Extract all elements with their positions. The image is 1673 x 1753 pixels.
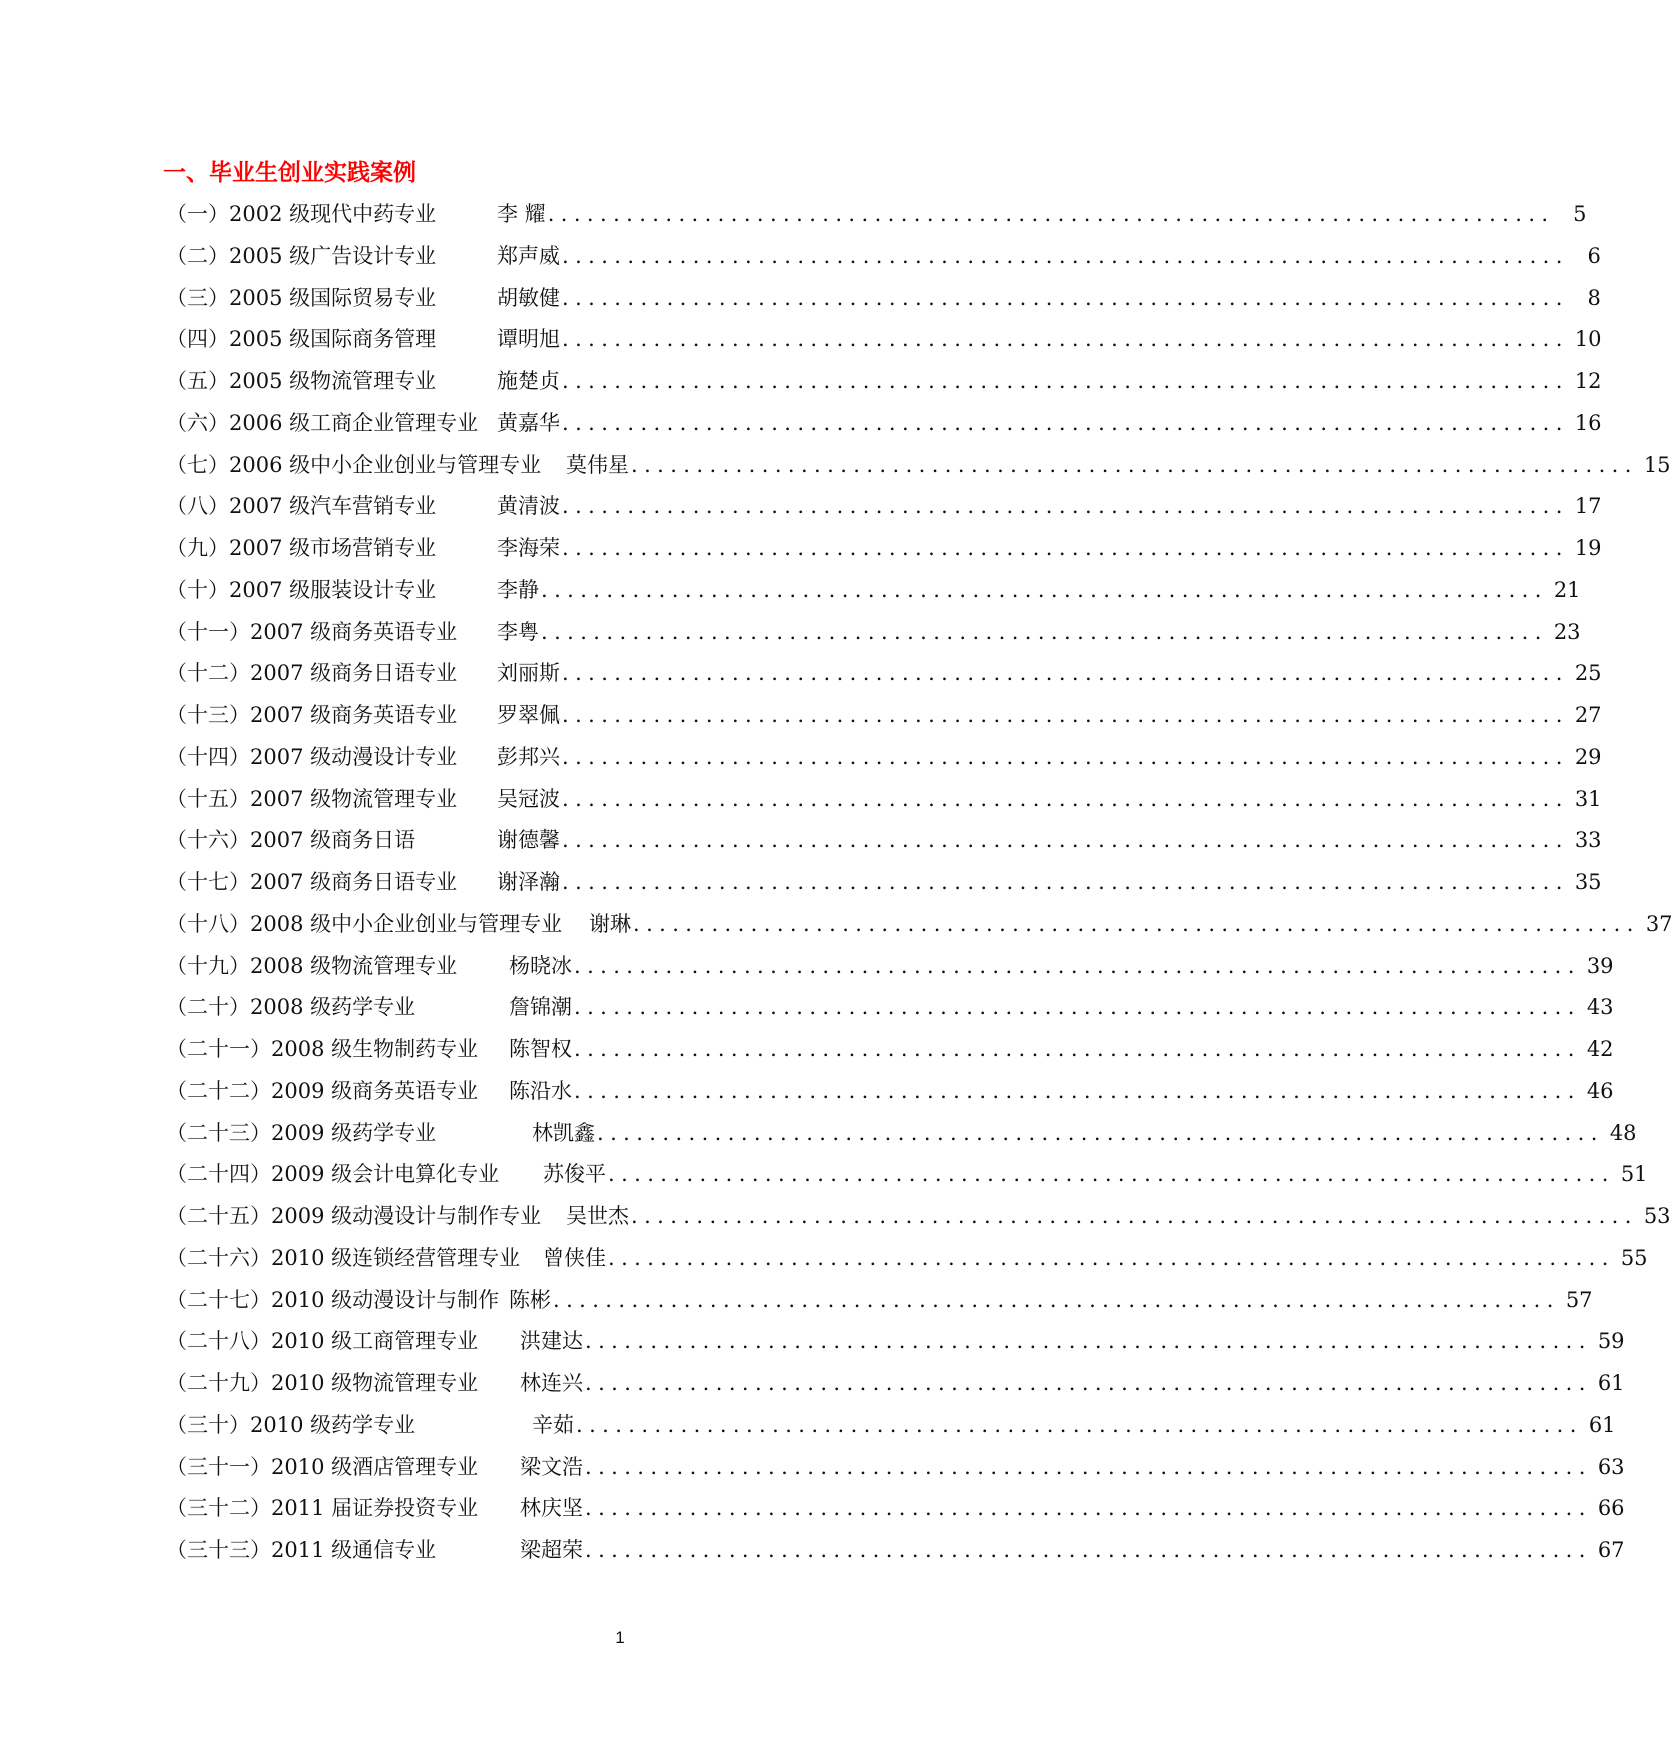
dot-leader: .............................................................................	[633, 911, 1640, 936]
entry-page-number: 55	[1620, 1245, 1648, 1270]
dot-leader: .............................................................................	[608, 1162, 1615, 1187]
entry-person-name: 谭明旭	[497, 327, 560, 352]
toc-entry[interactable]	[166, 448, 1671, 490]
entry-page-number: 25	[1574, 661, 1602, 686]
entry-person-name: 李 耀	[497, 202, 546, 226]
toc-entry[interactable]	[166, 949, 1614, 991]
dot-leader: .............................................................................	[585, 1496, 1592, 1521]
dot-leader: .............................................................................	[562, 661, 1569, 686]
entry-person-name: 辛茹	[532, 1412, 574, 1437]
entry-page-number: 15	[1643, 452, 1671, 477]
dot-leader: .............................................................................	[585, 1538, 1592, 1562]
entry-page-number: 46	[1586, 1078, 1614, 1103]
toc-entry[interactable]	[166, 239, 1601, 281]
entry-index: （三十）	[166, 1412, 250, 1437]
entry-page-number: 37	[1645, 911, 1673, 936]
toc-entry[interactable]	[166, 1408, 1616, 1450]
dot-leader: .............................................................................	[541, 577, 1548, 602]
toc-entry[interactable]	[166, 1491, 1625, 1533]
entry-major: 2006 级工商企业管理专业	[229, 410, 479, 435]
entry-person-name: 陈彬	[509, 1287, 551, 1312]
toc-entry[interactable]	[166, 782, 1602, 824]
dot-leader: .............................................................................	[585, 1329, 1592, 1354]
entry-page-number: 5	[1573, 202, 1587, 226]
page-number: 1	[615, 1628, 625, 1647]
entry-person-name: 吴世杰	[566, 1204, 629, 1228]
entry-page-number: 8	[1587, 285, 1601, 310]
entry-page-number: 63	[1597, 1454, 1625, 1479]
entry-major: 2007 级物流管理专业	[250, 786, 458, 811]
entry-person-name: 陈沿水	[509, 1078, 572, 1103]
dot-leader: .............................................................................	[562, 285, 1569, 310]
entry-person-name: 谢泽瀚	[497, 870, 560, 894]
entry-page-number: 12	[1574, 369, 1602, 393]
entry-person-name: 陈智权	[509, 1037, 572, 1061]
entry-person-name: 苏俊平	[543, 1162, 606, 1187]
dot-leader: .............................................................................	[562, 536, 1569, 560]
toc-entry[interactable]	[166, 740, 1602, 782]
entry-major: 2010 级药学专业	[250, 1412, 416, 1437]
entry-major: 2008 级生物制药专业	[271, 1037, 479, 1061]
entry-person-name: 洪建达	[520, 1329, 583, 1354]
toc-entry[interactable]	[166, 1324, 1625, 1366]
dot-leader: .............................................................................	[574, 953, 1581, 978]
entry-person-name: 吴冠波	[497, 786, 560, 811]
toc-entry[interactable]	[166, 656, 1602, 698]
entry-page-number: 39	[1586, 953, 1614, 978]
entry-page-number: 19	[1574, 536, 1602, 560]
entry-major: 2011 届证券投资专业	[271, 1496, 479, 1521]
entry-person-name: 林庆坚	[520, 1496, 583, 1521]
entry-major: 2009 级动漫设计与制作专业	[271, 1204, 542, 1228]
entry-page-number: 27	[1574, 703, 1602, 727]
entry-person-name: 林凯鑫	[532, 1120, 595, 1145]
dot-leader: .............................................................................	[574, 995, 1581, 1020]
entry-person-name: 李静	[497, 577, 539, 602]
entry-index: （二十三）	[166, 1120, 271, 1145]
entry-page-number: 23	[1553, 619, 1581, 644]
entry-index: （五）	[166, 369, 229, 393]
entry-major: 2007 级动漫设计专业	[250, 744, 458, 769]
entry-major: 2005 级物流管理专业	[229, 369, 437, 393]
toc-entry[interactable]	[166, 1283, 1593, 1325]
entry-index: （十七）	[166, 870, 250, 894]
entry-page-number: 35	[1574, 870, 1602, 894]
entry-major: 2009 级商务英语专业	[271, 1078, 479, 1103]
entry-index: （二十六）	[166, 1245, 271, 1270]
entry-index: （一）	[166, 202, 229, 226]
dot-leader: .............................................................................	[562, 744, 1569, 769]
entry-person-name: 谢琳	[589, 911, 631, 936]
entry-page-number: 53	[1643, 1204, 1671, 1228]
entry-person-name: 杨晓冰	[509, 953, 572, 978]
entry-index: （十四）	[166, 744, 250, 769]
entry-index: （二）	[166, 243, 229, 268]
toc-entry[interactable]	[166, 197, 1587, 239]
toc-entry[interactable]	[166, 1032, 1614, 1074]
dot-leader: .............................................................................	[562, 243, 1569, 268]
entry-person-name: 梁文浩	[520, 1454, 583, 1479]
entry-page-number: 42	[1586, 1037, 1614, 1061]
entry-person-name: 施楚贞	[497, 369, 560, 393]
toc-entry[interactable]	[166, 1199, 1671, 1241]
entry-page-number: 10	[1574, 327, 1602, 352]
dot-leader: .............................................................................	[631, 452, 1638, 477]
entry-major: 2008 级药学专业	[250, 995, 416, 1020]
entry-person-name: 黄清波	[497, 494, 560, 519]
entry-major: 2007 级汽车营销专业	[229, 494, 437, 519]
entry-person-name: 罗翠佩	[497, 703, 560, 727]
entry-person-name: 刘丽斯	[497, 661, 560, 686]
entry-person-name: 莫伟星	[566, 452, 629, 477]
entry-major: 2005 级国际贸易专业	[229, 285, 437, 310]
entry-index: （十）	[166, 577, 229, 602]
entry-index: （八）	[166, 494, 229, 519]
entry-page-number: 61	[1597, 1371, 1625, 1395]
toc-entry[interactable]	[166, 489, 1602, 531]
entry-major: 2007 级商务日语专业	[250, 661, 458, 686]
entry-index: （四）	[166, 327, 229, 352]
entry-major: 2010 级酒店管理专业	[271, 1454, 479, 1479]
entry-major: 2007 级商务英语专业	[250, 703, 458, 727]
dot-leader: .............................................................................	[562, 703, 1569, 727]
entry-person-name: 曾侠佳	[543, 1245, 606, 1270]
entry-major: 2010 级物流管理专业	[271, 1371, 479, 1395]
entry-page-number: 21	[1553, 577, 1581, 602]
entry-major: 2011 级通信专业	[271, 1538, 437, 1562]
entry-major: 2007 级商务英语专业	[250, 619, 458, 644]
toc-entry[interactable]	[166, 1366, 1625, 1408]
entry-index: （二十八）	[166, 1329, 271, 1354]
toc-entry[interactable]	[166, 698, 1602, 740]
dot-leader: .............................................................................	[576, 1412, 1583, 1437]
dot-leader: .............................................................................	[562, 828, 1569, 853]
toc-entry[interactable]	[166, 1074, 1614, 1116]
entry-index: （三十一）	[166, 1454, 271, 1479]
dot-leader: .............................................................................	[562, 786, 1569, 811]
entry-major: 2009 级会计电算化专业	[271, 1162, 500, 1187]
entry-index: （十二）	[166, 661, 250, 686]
dot-leader: .............................................................................	[562, 870, 1569, 894]
entry-major: 2007 级商务日语	[250, 828, 416, 853]
table-of-contents	[166, 197, 1673, 1575]
entry-index: （二十四）	[166, 1162, 271, 1187]
entry-major: 2008 级中小企业创业与管理专业	[250, 911, 563, 936]
entry-major: 2010 级工商管理专业	[271, 1329, 479, 1354]
entry-person-name: 梁超荣	[520, 1538, 583, 1562]
entry-person-name: 詹锦潮	[509, 995, 572, 1020]
entry-index: （二十一）	[166, 1037, 271, 1061]
entry-page-number: 16	[1574, 410, 1602, 435]
dot-leader: .............................................................................	[562, 369, 1569, 393]
entry-major: 2002 级现代中药专业	[229, 202, 437, 226]
entry-major: 2009 级药学专业	[271, 1120, 437, 1145]
entry-page-number: 66	[1597, 1496, 1625, 1521]
toc-entry[interactable]	[166, 907, 1673, 949]
dot-leader: .............................................................................	[562, 410, 1569, 435]
toc-entry[interactable]	[166, 1450, 1625, 1492]
entry-page-number: 59	[1597, 1329, 1625, 1354]
toc-entry[interactable]	[166, 281, 1601, 323]
entry-page-number: 48	[1609, 1120, 1637, 1145]
entry-index: （九）	[166, 536, 229, 560]
entry-index: （三十二）	[166, 1496, 271, 1521]
entry-person-name: 林连兴	[520, 1371, 583, 1395]
dot-leader: .............................................................................	[631, 1204, 1638, 1228]
entry-person-name: 黄嘉华	[497, 410, 560, 435]
entry-index: （七）	[166, 452, 229, 477]
entry-major: 2007 级市场营销专业	[229, 536, 437, 560]
entry-person-name: 郑声威	[497, 243, 560, 268]
entry-index: （二十二）	[166, 1078, 271, 1103]
entry-major: 2005 级广告设计专业	[229, 243, 437, 268]
toc-entry[interactable]	[166, 531, 1602, 573]
entry-index: （二十五）	[166, 1204, 271, 1228]
entry-index: （十八）	[166, 911, 250, 936]
entry-major: 2008 级物流管理专业	[250, 953, 458, 978]
entry-index: （二十九）	[166, 1371, 271, 1395]
entry-person-name: 彭邦兴	[497, 744, 560, 769]
toc-entry[interactable]	[166, 823, 1602, 865]
entry-index: （三）	[166, 285, 229, 310]
toc-entry[interactable]	[166, 406, 1602, 448]
dot-leader: .............................................................................	[574, 1037, 1581, 1061]
entry-person-name: 李粤	[497, 619, 539, 644]
section-heading: 一、毕业生创业实践案例	[163, 160, 416, 186]
entry-index: （三十三）	[166, 1538, 271, 1562]
entry-person-name: 李海荣	[497, 536, 560, 560]
entry-page-number: 57	[1565, 1287, 1593, 1312]
entry-index: （二十）	[166, 995, 250, 1020]
entry-major: 2005 级国际商务管理	[229, 327, 437, 352]
entry-major: 2007 级商务日语专业	[250, 870, 458, 894]
entry-index: （十六）	[166, 828, 250, 853]
entry-page-number: 51	[1620, 1162, 1648, 1187]
entry-person-name: 胡敏健	[497, 285, 560, 310]
toc-entry[interactable]	[166, 322, 1602, 364]
entry-major: 2010 级连锁经营管理专业	[271, 1245, 521, 1270]
toc-entry[interactable]	[166, 1116, 1637, 1158]
entry-index: （二十七）	[166, 1287, 271, 1312]
entry-page-number: 29	[1574, 744, 1602, 769]
entry-index: （十一）	[166, 619, 250, 644]
toc-entry[interactable]	[166, 990, 1614, 1032]
entry-page-number: 67	[1597, 1538, 1625, 1562]
toc-entry[interactable]	[166, 573, 1581, 615]
entry-page-number: 61	[1588, 1412, 1616, 1437]
dot-leader: .............................................................................	[562, 494, 1569, 519]
entry-index: （十九）	[166, 953, 250, 978]
dot-leader: .............................................................................	[553, 1287, 1560, 1312]
entry-page-number: 33	[1574, 828, 1602, 853]
dot-leader: .............................................................................	[585, 1454, 1592, 1479]
entry-page-number: 31	[1574, 786, 1602, 811]
entry-index: （六）	[166, 410, 229, 435]
entry-page-number: 43	[1586, 995, 1614, 1020]
toc-entry[interactable]	[166, 1241, 1648, 1283]
dot-leader: .............................................................................	[574, 1078, 1581, 1103]
dot-leader: .............................................................................	[562, 327, 1569, 352]
entry-page-number: 6	[1587, 243, 1601, 268]
toc-entry[interactable]	[166, 1157, 1648, 1199]
dot-leader: .............................................................................	[585, 1371, 1592, 1395]
entry-index: （十三）	[166, 703, 250, 727]
dot-leader: .............................................................................	[547, 202, 1555, 226]
dot-leader: .............................................................................	[541, 619, 1548, 644]
toc-entry[interactable]	[166, 865, 1602, 907]
dot-leader: .............................................................................	[608, 1245, 1615, 1270]
entry-major: 2006 级中小企业创业与管理专业	[229, 452, 542, 477]
toc-entry[interactable]	[166, 1533, 1625, 1575]
toc-entry[interactable]	[166, 364, 1602, 406]
entry-major: 2007 级服装设计专业	[229, 577, 437, 602]
entry-index: （十五）	[166, 786, 250, 811]
dot-leader: .............................................................................	[597, 1120, 1604, 1145]
entry-major: 2010 级动漫设计与制作	[271, 1287, 500, 1312]
entry-page-number: 17	[1574, 494, 1602, 519]
toc-entry[interactable]	[166, 615, 1581, 657]
entry-person-name: 谢德馨	[497, 828, 560, 853]
